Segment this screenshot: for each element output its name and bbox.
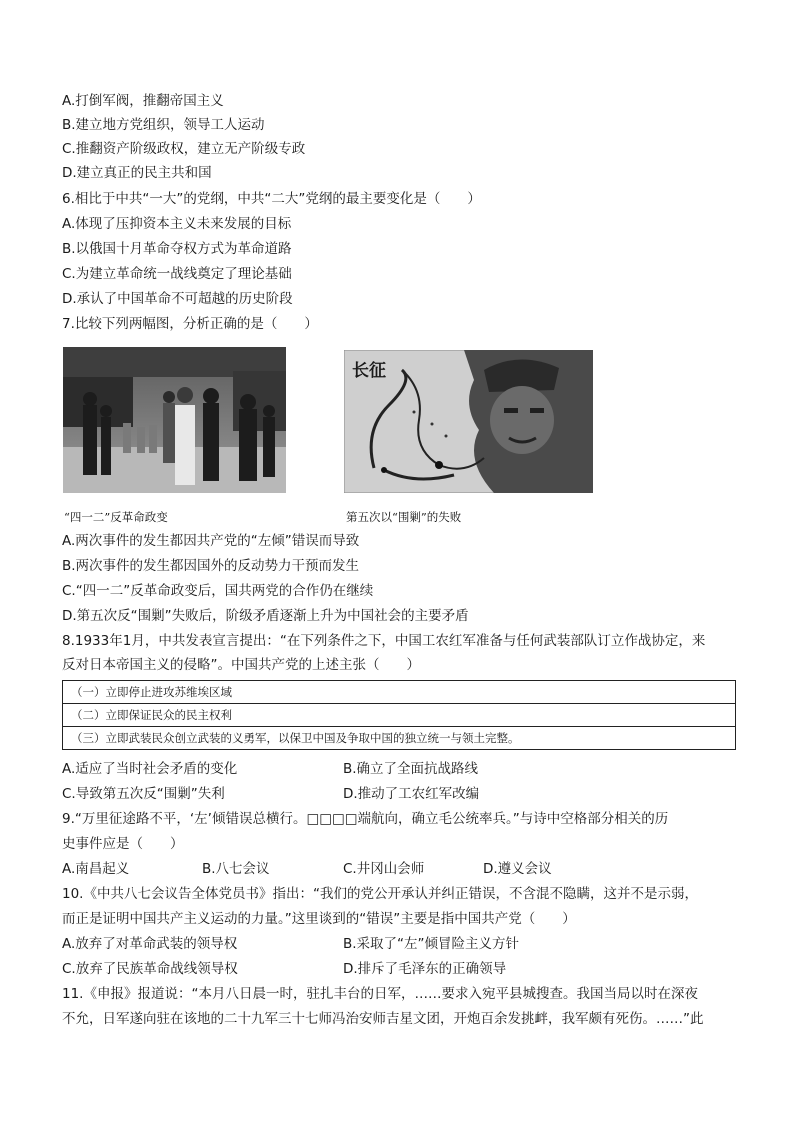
long-march-poster xyxy=(344,350,593,493)
q8-option-a: A.适应了当时社会矛盾的变化 xyxy=(62,761,238,777)
q10-option-b: B.采取了“左”倾冒险主义方针 xyxy=(343,936,520,952)
q8-stem-line1: 8.1933年1月，中共发表宣言提出：“在下列条件之下，中国工农红军准备与任何武装部队订立作战协定，来 xyxy=(62,633,706,649)
q9-stem-line1: 9.“万里征途路不平，‘左’倾错误总横行。□□□□端航向，确立毛公统率兵。”与诗中空格部分相关的历 xyxy=(62,811,669,827)
q5-option-d: D.建立真正的民主共和国 xyxy=(62,165,212,181)
q8-conditions-table xyxy=(62,680,736,750)
q8-stem-line2: 反对日本帝国主义的侵略”。中国共产党的上述主张（ ） xyxy=(62,657,420,673)
q5-option-b: B.建立地方党组织，领导工人运动 xyxy=(62,117,265,133)
figure-right-caption: 第五次以“围剿”的失败 xyxy=(346,510,462,524)
poster-title-text: 长征 xyxy=(352,361,386,381)
april-12-coup-photo xyxy=(63,347,286,493)
long-march-poster-drawing xyxy=(344,350,593,493)
q10-stem-line2: 而正是证明中国共产主义运动的力量。”这里谈到的“错误”主要是指中国共产党（ ） xyxy=(62,911,576,927)
q7-option-b: B.两次事件的发生都因国外的反动势力干预而发生 xyxy=(62,558,360,574)
q6-option-c: C.为建立革命统一战线奠定了理论基础 xyxy=(62,266,292,282)
q8-option-c: C.导致第五次反“围剿”失利 xyxy=(62,786,225,802)
q9-stem-line2: 史事件应是（ ） xyxy=(62,836,184,852)
q8-option-b: B.确立了全面抗战路线 xyxy=(343,761,479,777)
q10-stem-line1: 10.《中共八七会议告全体党员书》指出：“我们的党公开承认并纠正错误，不含混不隐瞒，这并不是示弱， xyxy=(62,886,698,902)
q7-option-d: D.第五次反“围剿”失败后，阶级矛盾逐渐上升为中国社会的主要矛盾 xyxy=(62,608,469,624)
q7-option-c: C.“四一二”反革命政变后，国共两党的合作仍在继续 xyxy=(62,583,374,599)
q7-option-a: A.两次事件的发生都因共产党的“左倾”错误而导致 xyxy=(62,533,360,549)
q11-stem-line2: 不允，日军遂向驻在该地的二十九军三十七师冯治安师吉星文团，开炮百余发挑衅，我军颇有死伤。……”此 xyxy=(62,1011,704,1027)
q6-option-d: D.承认了中国革命不可超越的历史阶段 xyxy=(62,291,293,307)
q9-option-a: A.南昌起义 xyxy=(62,861,130,877)
q10-option-a: A.放弃了对革命武装的领导权 xyxy=(62,936,238,952)
q9-option-c: C.井冈山会师 xyxy=(343,861,425,877)
figure-left-caption: “四一二”反革命政变 xyxy=(64,510,168,524)
q10-option-c: C.放弃了民族革命战线领导权 xyxy=(62,961,238,977)
q7-stem: 7.比较下列两幅图，分析正确的是（ ） xyxy=(62,316,318,332)
q5-option-c: C.推翻资产阶级政权，建立无产阶级专政 xyxy=(62,141,306,157)
q6-stem: 6.相比于中共“一大”的党纲，中共“二大”党纲的最主要变化是（ ） xyxy=(62,191,481,207)
q10-option-d: D.排斥了毛泽东的正确领导 xyxy=(343,961,507,977)
q8-condition-3: （三）立即武装民众创立武装的义勇军，以保卫中国及争取中国的独立统一与领土完整。 xyxy=(63,727,736,750)
q5-option-a: A.打倒军阀，推翻帝国主义 xyxy=(62,93,224,109)
q9-option-d: D.遵义会议 xyxy=(483,861,552,877)
q11-stem-line1: 11.《申报》报道说：“本月八日晨一时，驻扎丰台的日军，……要求入宛平县城搜查。我国当局以时在深夜 xyxy=(62,986,698,1002)
q9-option-b: B.八七会议 xyxy=(202,861,270,877)
q8-condition-1: （一）立即停止进攻苏维埃区域 xyxy=(63,681,736,704)
q6-option-a: A.体现了压抑资本主义未来发展的目标 xyxy=(62,216,292,232)
april-12-coup-photo-drawing xyxy=(63,347,286,493)
q8-option-d: D.推动了工农红军改编 xyxy=(343,786,480,802)
q8-condition-2: （二）立即保证民众的民主权利 xyxy=(63,704,736,727)
q6-option-b: B.以俄国十月革命夺权方式为革命道路 xyxy=(62,241,292,257)
